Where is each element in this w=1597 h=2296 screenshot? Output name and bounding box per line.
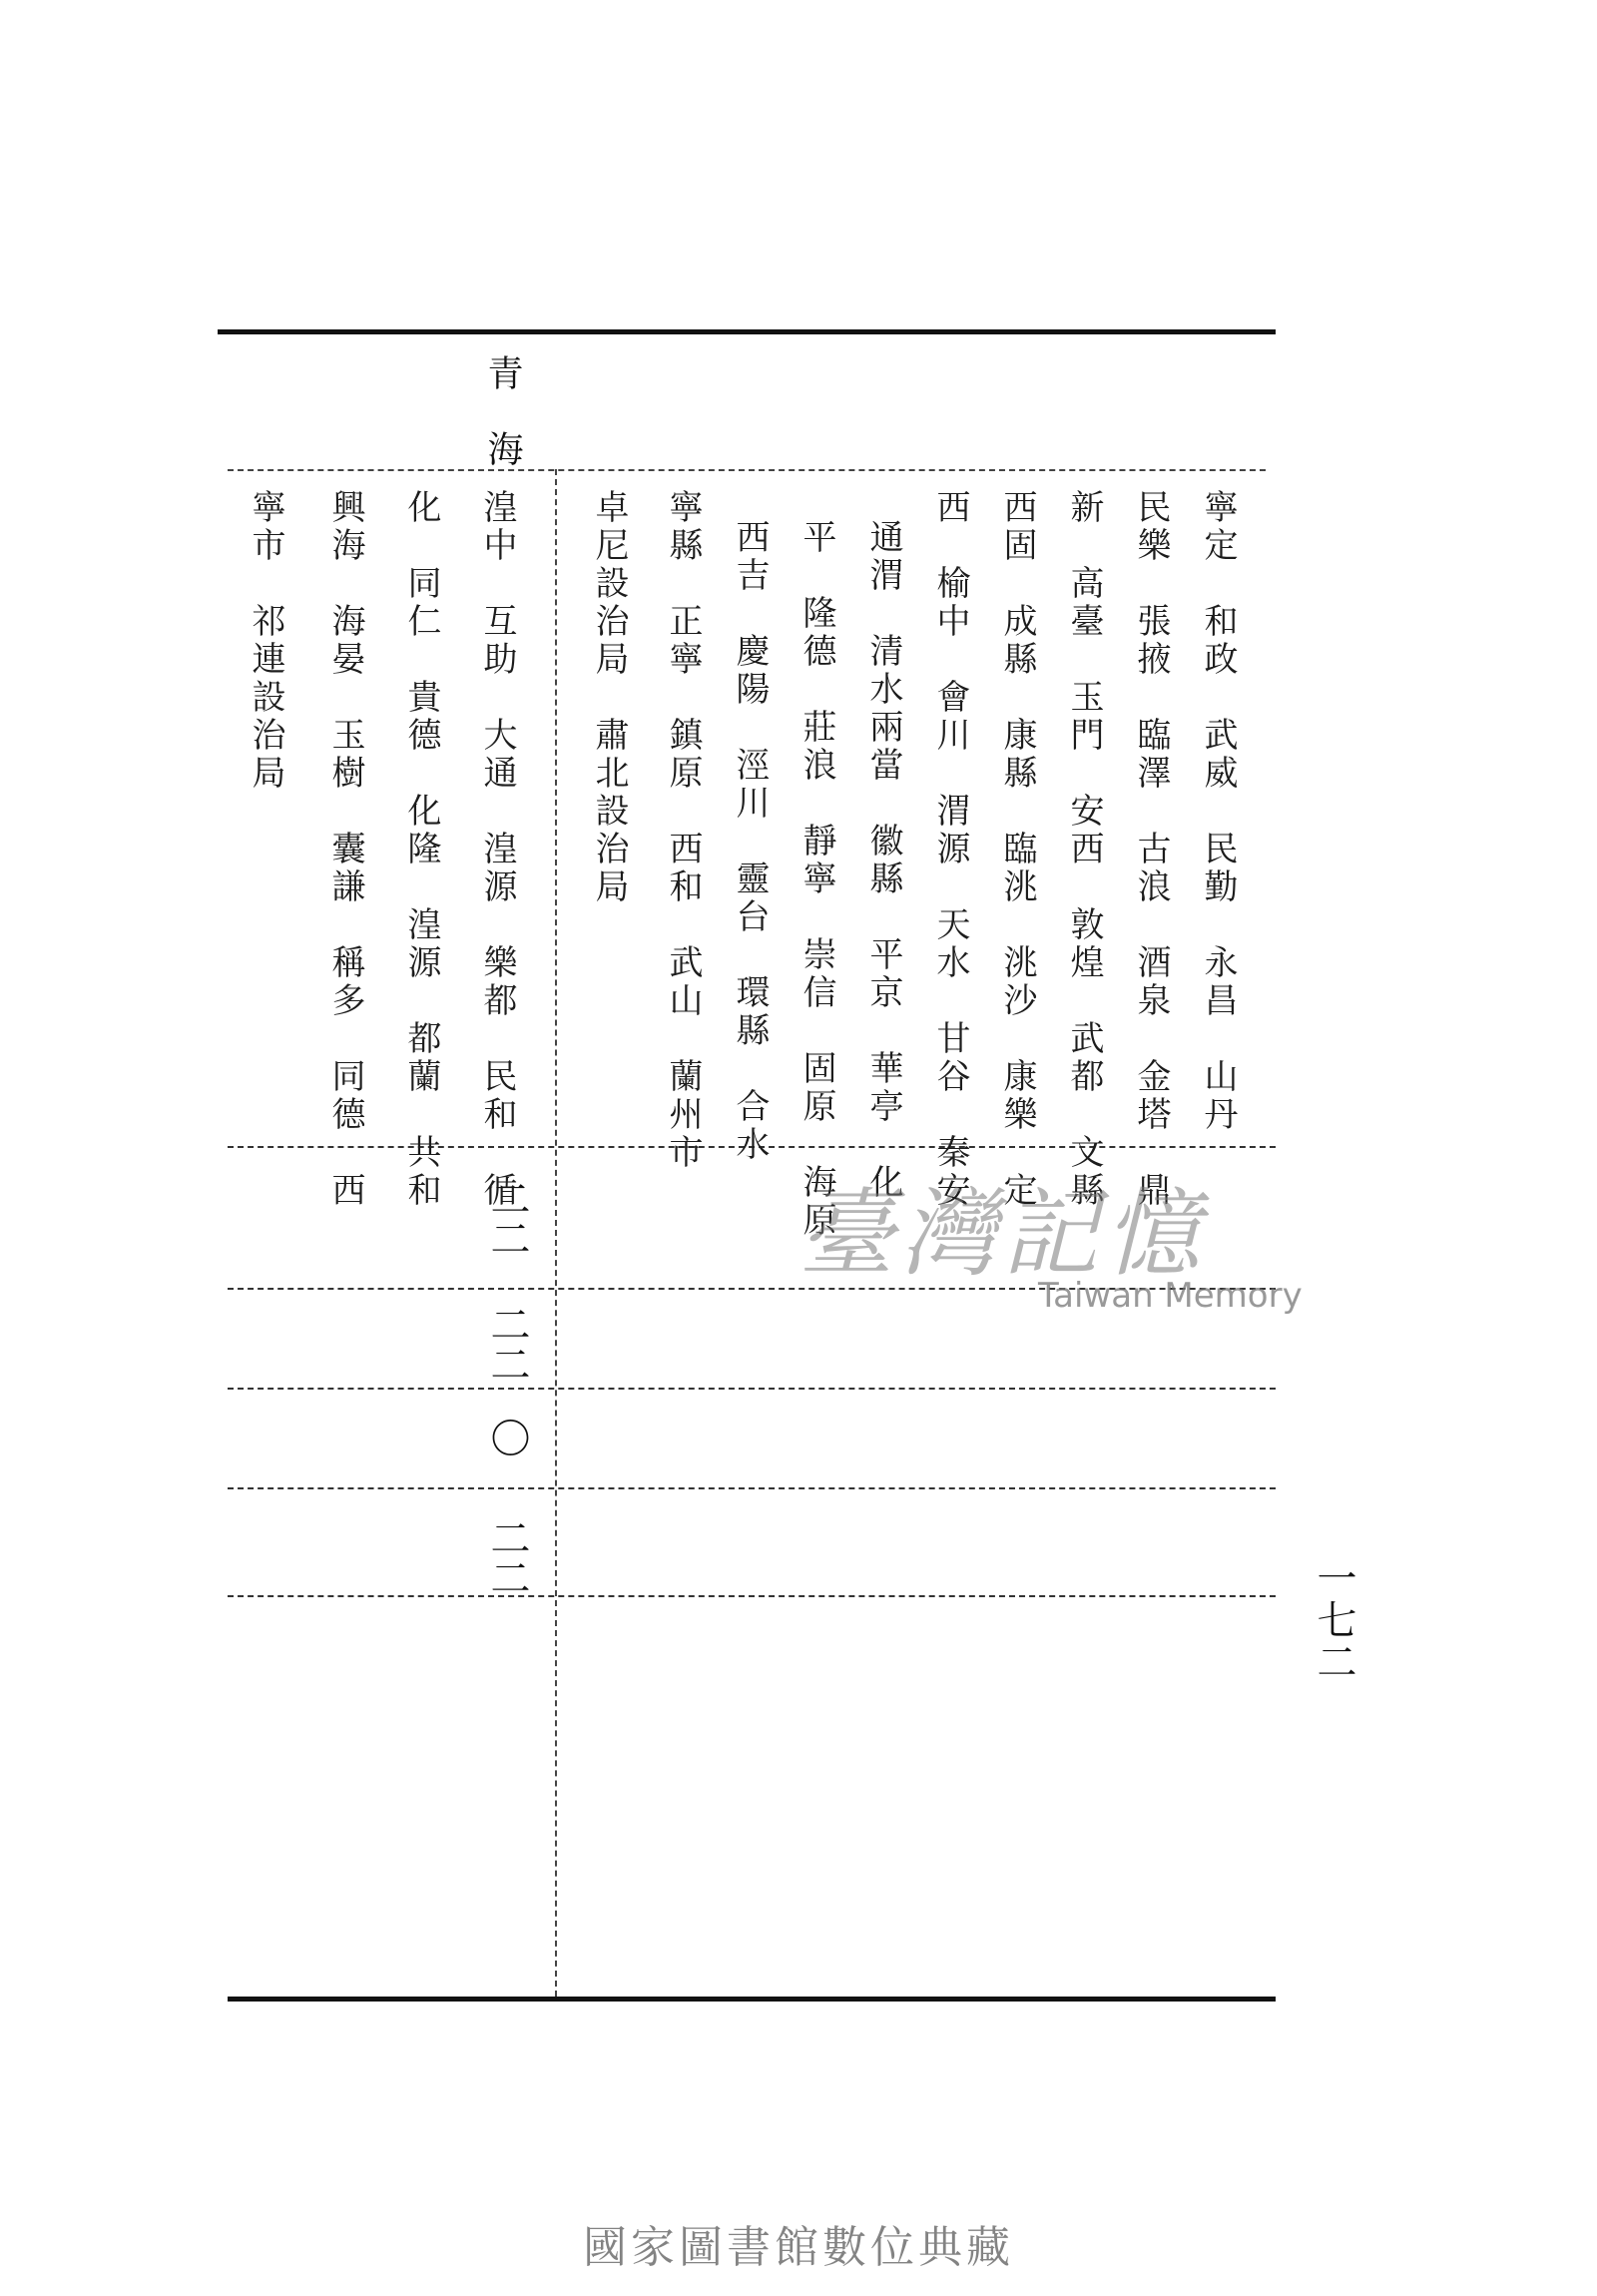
- county-column-9: 寧縣 正寧 鎮原 西和 武山 蘭州市: [663, 489, 703, 1172]
- province-divider: [555, 469, 557, 1997]
- county-column-6: 通渭 清水兩當 徽縣 平京 華亭 化: [863, 519, 903, 1202]
- watermark-logo-text: 臺灣記憶: [798, 1178, 1206, 1290]
- county-column-3: 新 高臺 玉門 安西 敦煌 武都 文縣: [1064, 489, 1104, 1210]
- county-column-7: 平 隆德 莊浪 靜寧 崇信 固原 海原: [797, 519, 836, 1240]
- count-cell-4: 二二: [484, 1517, 530, 1597]
- province-heading: 青海: [482, 354, 523, 506]
- qinghai-column-3: 興海 海晏 玉樹 囊謙 稱多 同德 西: [325, 489, 365, 1210]
- watermark-english-text: Taiwan Memory: [1038, 1276, 1303, 1316]
- county-column-8: 西吉 慶陽 涇川 靈台 環縣 合水: [730, 519, 770, 1164]
- table-row-rule-4: [228, 1487, 1276, 1489]
- table-bottom-rule: [228, 1997, 1276, 2002]
- table-header-rule: [228, 469, 1266, 471]
- table-row-rule-3: [228, 1388, 1276, 1390]
- count-cell-2: 二二: [484, 1304, 530, 1384]
- table-row-rule-5: [228, 1595, 1276, 1597]
- county-column-1: 寧定 和政 武威 民勤 永昌 山丹: [1198, 489, 1238, 1134]
- county-column-4: 西固 成縣 康縣 臨洮 洮沙 康樂 定: [997, 489, 1037, 1210]
- archive-footer: 國家圖書館數位典藏: [583, 2222, 1014, 2273]
- page-number: 一七二: [1311, 1557, 1356, 1683]
- table-top-rule: [218, 329, 1276, 334]
- qinghai-column-4: 寧市 祁連設治局: [246, 489, 285, 793]
- qinghai-column-2: 化 同仁 貴德 化隆 湟源 都蘭 共和: [401, 489, 441, 1210]
- county-column-2: 民樂 張掖 臨澤 古浪 酒泉 金塔 鼎: [1131, 489, 1171, 1210]
- count-cell-1: 二二: [484, 1178, 530, 1258]
- county-column-5: 西 榆中 會川 渭源 天水 甘谷 秦安: [930, 489, 970, 1210]
- qinghai-column-1: 湟中 互助 大通 湟源 樂都 民和 循: [477, 489, 517, 1210]
- count-cell-3: 〇: [484, 1418, 530, 1457]
- county-column-10: 卓尼設治局 肅北設治局: [589, 489, 629, 906]
